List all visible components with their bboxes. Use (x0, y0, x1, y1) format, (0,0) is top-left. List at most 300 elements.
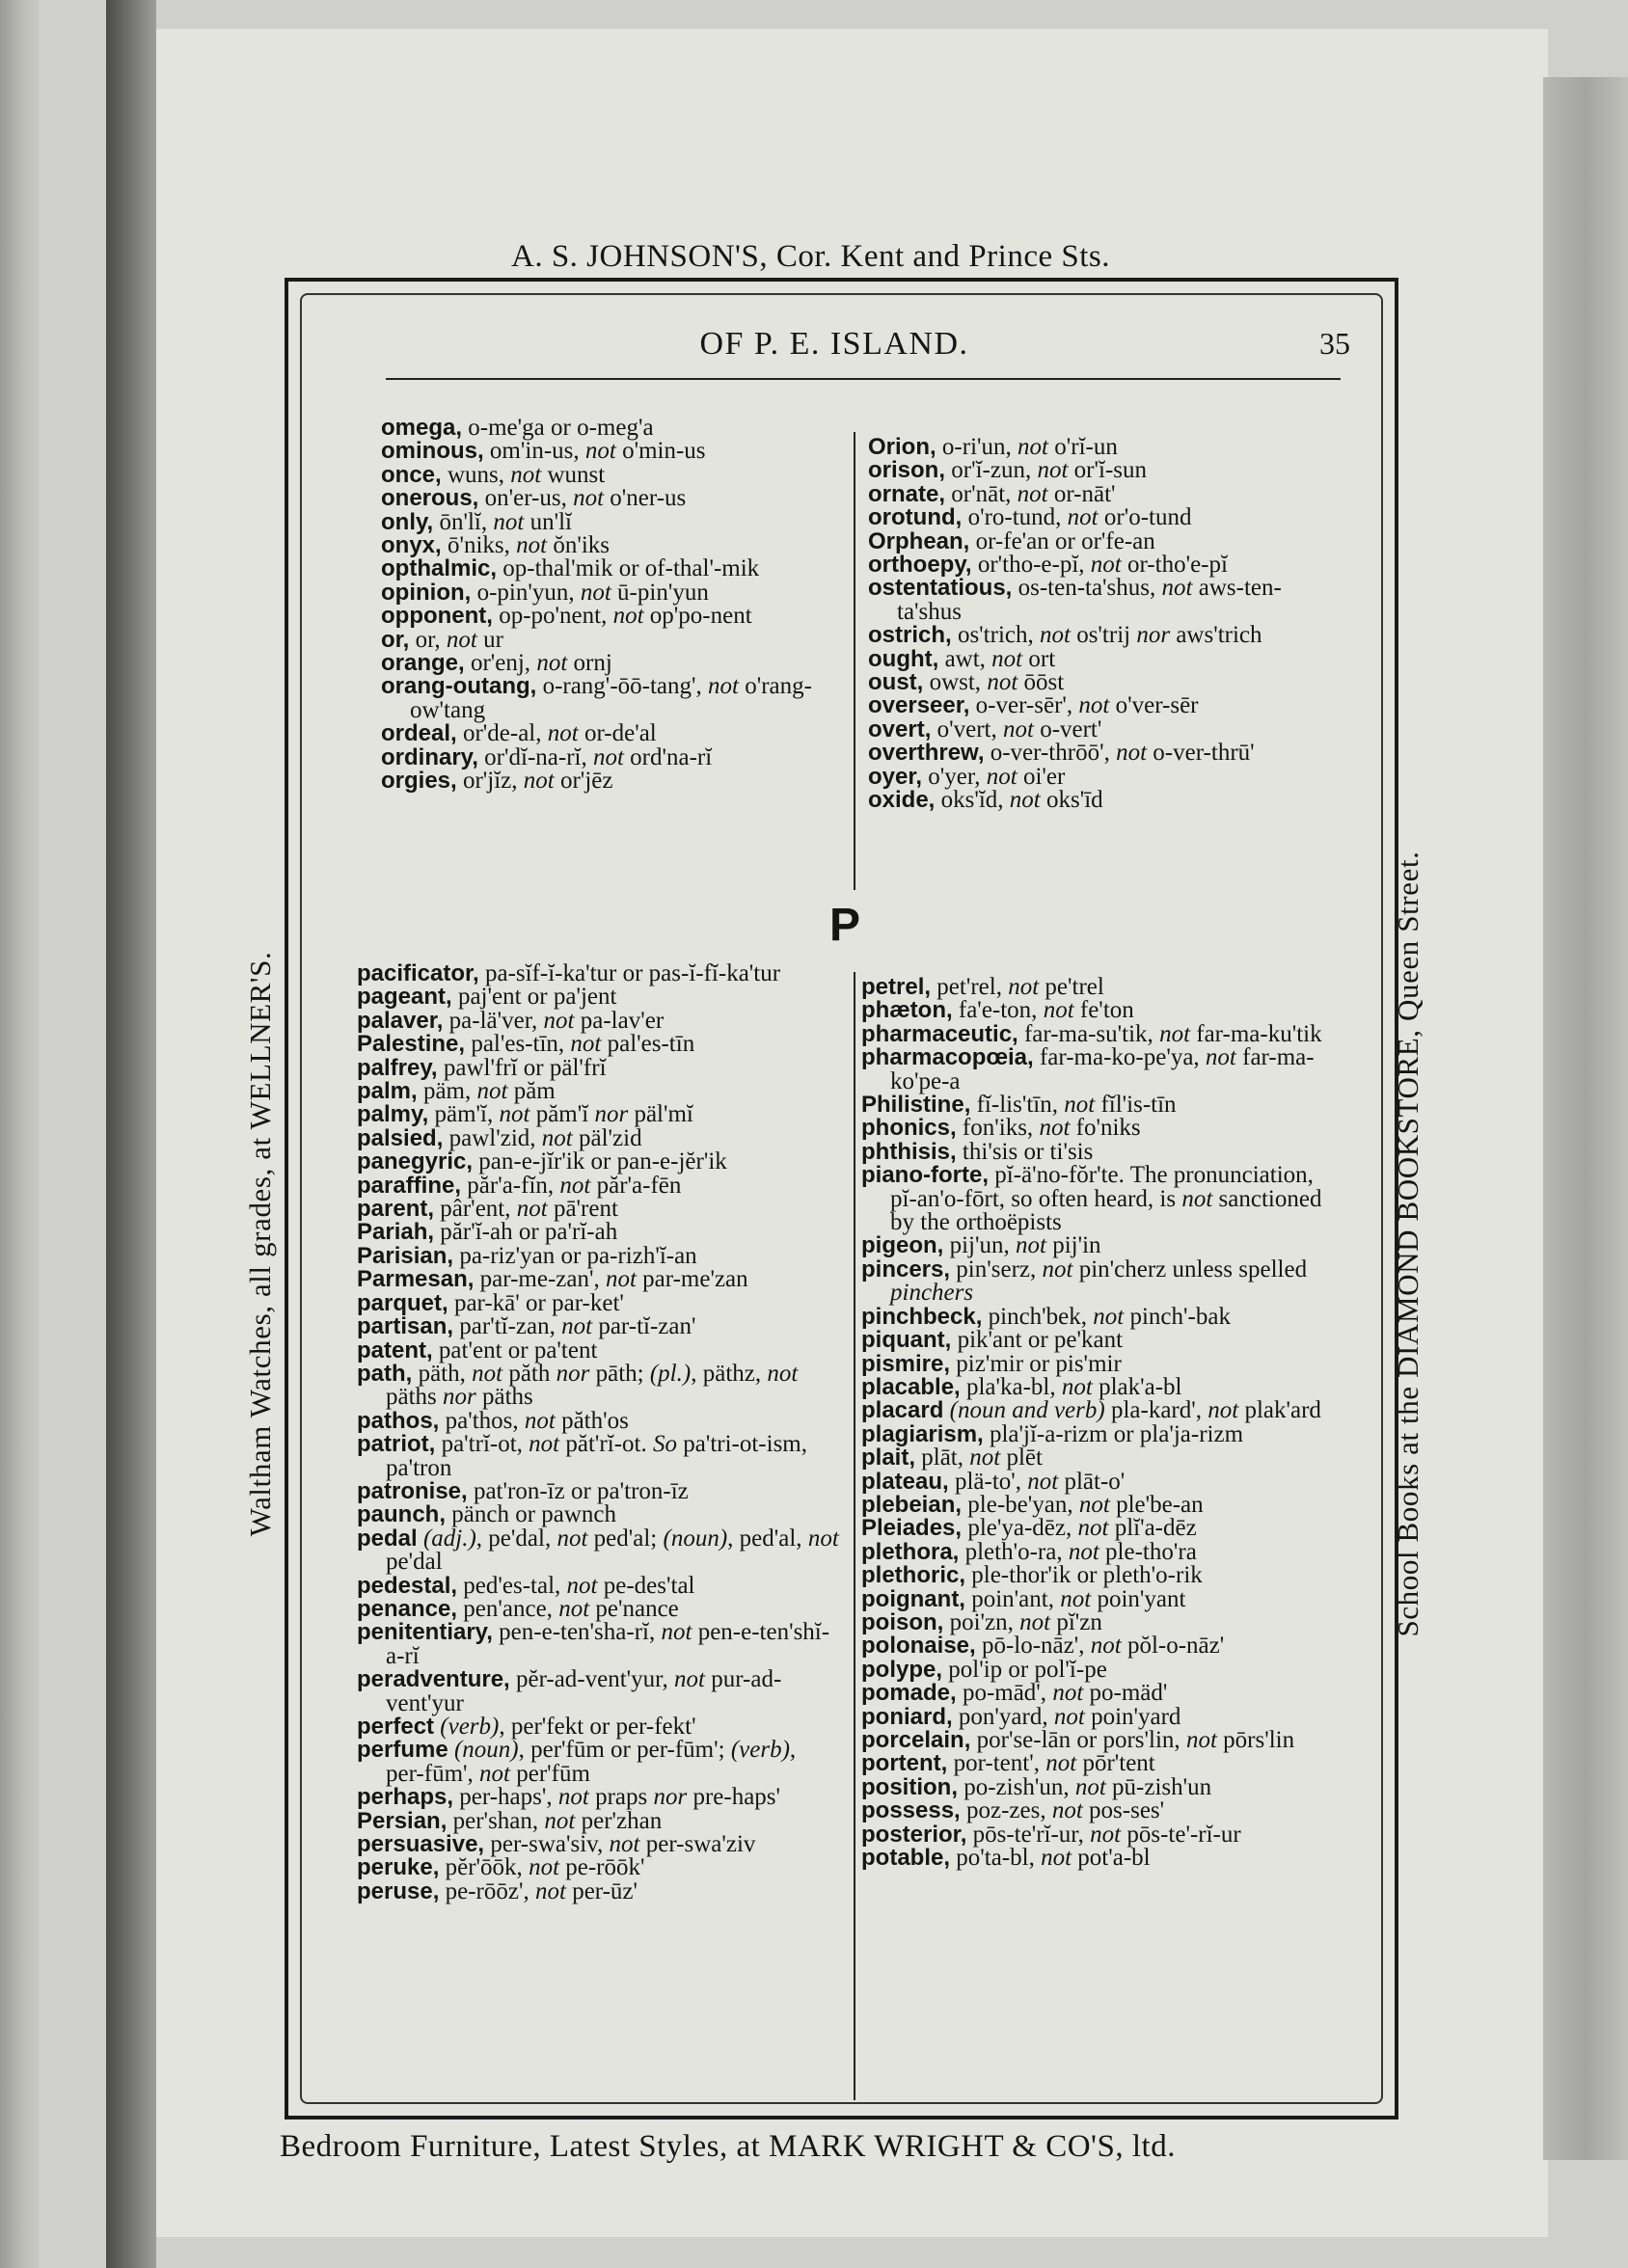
right-advertisement: School Books at the DIAMOND BOOKSTORE, Queen Street. (1391, 850, 1424, 1637)
headword: penance, (357, 1595, 458, 1622)
headword: only, (381, 508, 434, 535)
header-rule (386, 378, 1341, 380)
pronunciation: pawl'frĭ or päl'frĭ (437, 1054, 607, 1081)
pronunciation: pal'es-tīn, not pal'es-tīn (465, 1031, 695, 1058)
headword: Philistine, (861, 1092, 971, 1119)
dictionary-entry (381, 626, 844, 653)
pronunciation: pla'jĭ-a-rizm or pla'ja-rizm (983, 1420, 1244, 1447)
pronunciation: awt, not ort (938, 645, 1056, 672)
pronunciation: oks'ĭd, not oks'īd (935, 787, 1103, 814)
headword: overt, (868, 716, 932, 742)
dictionary-entry (357, 1360, 839, 1411)
pronunciation: pla'ka-bl, not plak'a-bl (960, 1373, 1182, 1400)
pronunciation: päm'ĭ, not păm'ĭ nor päl'mĭ (428, 1101, 693, 1128)
pronunciation: (noun and verb) pla-kard', not plak'ard (949, 1397, 1321, 1424)
dictionary-entry (357, 1786, 839, 1809)
pronunciation: or'nāt, not or-nāt' (945, 480, 1116, 507)
headword: orang-outang, (381, 673, 537, 700)
dictionary-entry (357, 1856, 839, 1879)
pronunciation: (adj.), pe'dal, not ped'al; (noun), ped'al, not pe'dal (386, 1525, 839, 1576)
dictionary-entry (861, 1020, 1336, 1047)
headword: orotund, (868, 504, 963, 531)
dictionary-entry (357, 1198, 839, 1221)
headword: patriot, (357, 1431, 436, 1458)
pronunciation: fon'iks, not fo'niks (956, 1115, 1141, 1142)
headword: patronise, (357, 1477, 468, 1504)
headword: Orion, (868, 434, 936, 460)
headword: phonics, (861, 1115, 957, 1142)
dictionary-entry (861, 1564, 1336, 1587)
dictionary-entry (861, 976, 1336, 999)
headword: palm, (357, 1078, 418, 1105)
headword: path, (357, 1360, 413, 1387)
headword: ought, (868, 645, 939, 672)
dictionary-entry (381, 675, 844, 722)
dictionary-entry (357, 1150, 839, 1174)
pronunciation: or'jĭz, not or'jēz (456, 768, 613, 795)
p-entries-left-column (357, 962, 839, 1904)
dictionary-entry (868, 480, 1336, 507)
headword: plebeian, (861, 1491, 963, 1518)
book-gutter (106, 0, 156, 2268)
pronunciation: pan-e-jĭr'ik or pan-e-jĕr'ik (473, 1148, 727, 1175)
headword: plait, (861, 1444, 916, 1472)
headword: ominous, (381, 438, 484, 465)
headword: Parmesan, (357, 1266, 475, 1293)
headword: pismire, (861, 1350, 951, 1377)
dictionary-entry (357, 1527, 839, 1575)
dictionary-entry (861, 999, 1336, 1022)
dictionary-entry (381, 581, 844, 605)
pronunciation: ped'es-tal, not pe-des'tal (457, 1572, 695, 1599)
headword: porcelain, (861, 1727, 971, 1753)
page-number: 35 (1319, 326, 1350, 361)
pronunciation: o-pin'yun, not ū-pin'yun (471, 579, 709, 606)
headword: parquet, (357, 1289, 448, 1316)
dictionary-entry (381, 461, 844, 488)
headword: penitentiary, (357, 1619, 493, 1646)
headword: ordeal, (381, 720, 457, 747)
headword: orgies, (381, 768, 457, 795)
pronunciation: ple-thor'ik or pleth'o-rik (965, 1562, 1203, 1589)
headword: pedal (357, 1525, 418, 1552)
headword: overthrew, (868, 740, 985, 767)
pronunciation: ō'niks, not ŏn'iks (441, 532, 610, 559)
pronunciation: par-me-zan', not par-me'zan (474, 1266, 748, 1293)
dictionary-entry (861, 1164, 1336, 1234)
dictionary-entry (381, 417, 844, 440)
dictionary-entry (861, 1399, 1336, 1422)
headword: piano-forte, (861, 1162, 989, 1189)
headword: Palestine, (357, 1031, 466, 1058)
pronunciation: pawl'zid, not päl'zid (443, 1124, 642, 1151)
dictionary-entry (861, 1634, 1336, 1658)
pronunciation: pĕr'ōōk, not pe-rōōk' (439, 1854, 645, 1881)
dictionary-entry (868, 624, 1336, 647)
dictionary-entry (861, 1538, 1336, 1565)
headword: pathos, (357, 1407, 440, 1434)
pronunciation: pa-lä'ver, not pa-lav'er (443, 1007, 665, 1034)
pronunciation: poin'ant, not poin'yant (964, 1585, 1186, 1612)
dictionary-entry (868, 671, 1336, 694)
headword: phthisis, (861, 1138, 957, 1165)
headword: pigeon, (861, 1232, 944, 1259)
o-entries-left-column (381, 417, 844, 794)
headword: plethoric, (861, 1562, 966, 1589)
dictionary-entry (381, 605, 844, 628)
pronunciation: plāt, not plēt (915, 1444, 1043, 1472)
pronunciation: pat'ron-īz or pa'tron-īz (467, 1477, 689, 1504)
pronunciation: pol'ip or pol'ĭ-pe (942, 1656, 1107, 1683)
headword: phæton, (861, 997, 953, 1024)
pronunciation: om'in-us, not o'min-us (483, 438, 706, 465)
pronunciation: pĭ-ä'no-fŏr'te. The pronunciation, pĭ-an'o-fōrt, so often heard, is not sanctioned by the orthoëpists (890, 1162, 1322, 1236)
dictionary-entry (861, 1094, 1336, 1117)
pronunciation: or'dĭ-na-rĭ, not ord'na-rĭ (477, 743, 713, 770)
dictionary-entry (357, 1572, 839, 1599)
headword: ostrich, (868, 622, 952, 649)
scan-edge-right (1543, 77, 1628, 2160)
running-head (318, 326, 1350, 374)
headword: perfect (357, 1714, 435, 1740)
headword: portent, (861, 1750, 948, 1777)
dictionary-entry (357, 986, 839, 1009)
pronunciation: pik'ant or pe'kant (951, 1327, 1124, 1354)
dictionary-entry (861, 1773, 1336, 1800)
headword: poison, (861, 1608, 944, 1635)
headword: palaver, (357, 1007, 444, 1034)
pronunciation: or'enj, not ornj (464, 650, 612, 677)
pronunciation: owst, not ōōst (923, 669, 1065, 696)
pronunciation: pon'yard, not poin'yard (952, 1703, 1181, 1730)
pronunciation: ple'ya-dēz, not plĭ'a-dēz (962, 1515, 1197, 1542)
headword: posterior, (861, 1821, 967, 1848)
headword: parent, (357, 1196, 435, 1223)
pronunciation: op-po'nent, not op'po-nent (492, 603, 752, 630)
dictionary-entry (861, 1752, 1336, 1775)
dictionary-entry (861, 1138, 1336, 1165)
dictionary-entry (357, 1595, 839, 1622)
dictionary-entry (357, 1007, 839, 1034)
pronunciation: o'ro-tund, not or'o-tund (962, 504, 1192, 531)
pronunciation: op-thal'mik or of-thal'-mik (497, 555, 760, 582)
headword: pedestal, (357, 1572, 458, 1599)
pronunciation: pō-lo-nāz', not pŏl-o-nāz' (975, 1633, 1225, 1660)
dictionary-entry (861, 1303, 1336, 1330)
dictionary-entry (381, 557, 844, 580)
headword: possess, (861, 1797, 961, 1824)
pronunciation: pōs-te'rĭ-ur, not pōs-te'-rĭ-ur (966, 1821, 1241, 1848)
headword: oyer, (868, 763, 923, 790)
headword: plateau, (861, 1468, 949, 1495)
column-divider-p (854, 972, 855, 2100)
pronunciation: päth, not păth nor pāth; (pl.), päthz, not päths nor päths (386, 1360, 799, 1411)
dictionary-entry (861, 1046, 1336, 1094)
dictionary-entry (868, 554, 1336, 577)
dictionary-entry (357, 1807, 839, 1834)
headword: Parisian, (357, 1242, 454, 1269)
pronunciation: par-kā' or par-ket' (448, 1289, 624, 1316)
dictionary-entry (357, 1739, 839, 1786)
headword: plagiarism, (861, 1420, 984, 1447)
pronunciation: o-ver-thrōō', not o-ver-thrū' (984, 740, 1255, 767)
pronunciation: far-ma-ko-pe'ya, not far-ma-ko'pe-a (890, 1044, 1315, 1094)
pronunciation: päm, not păm (417, 1078, 556, 1105)
pronunciation: fĭ-lis'tīn, not fĭl'is-tīn (970, 1092, 1177, 1119)
dictionary-entry (357, 1054, 839, 1081)
pronunciation: pin'serz, not pin'cherz unless spelled pinchers (890, 1256, 1308, 1307)
dictionary-entry (868, 742, 1336, 765)
dictionary-entry (868, 577, 1336, 624)
headword: palsied, (357, 1124, 444, 1151)
dictionary-entry (357, 1833, 839, 1856)
dictionary-entry (381, 743, 844, 770)
pronunciation: pe-rōōz', not per-ūz' (439, 1877, 638, 1904)
dictionary-entry (868, 694, 1336, 717)
dictionary-entry (868, 436, 1336, 459)
section-letter-p: P (829, 900, 861, 951)
dictionary-entry (357, 1221, 839, 1244)
pronunciation: por-tent', not pōr'tent (947, 1750, 1155, 1777)
pronunciation: os'trich, not os'trij nor aws'trich (951, 622, 1262, 649)
pronunciation: per'shan, not per'zhan (447, 1807, 663, 1834)
pronunciation: far-ma-su'tik, not far-ma-ku'tik (1018, 1020, 1322, 1047)
headword: pharmaceutic, (861, 1020, 1018, 1047)
pronunciation: o'vert, not o-vert' (931, 716, 1102, 742)
headword: patent, (357, 1336, 433, 1364)
headword: plethora, (861, 1538, 960, 1565)
pronunciation: păr'ĭ-ah or pa'rĭ-ah (434, 1219, 618, 1246)
dictionary-entry (381, 770, 844, 793)
headword: orthoepy, (868, 552, 972, 579)
pronunciation: (noun), per'fūm or per-fūm'; (verb), per-fūm', not per'fūm (386, 1737, 797, 1787)
headword: opponent, (381, 603, 493, 630)
dictionary-entry (861, 1420, 1336, 1447)
pronunciation: pa'thos, not păth'os (439, 1407, 629, 1434)
headword: polonaise, (861, 1633, 976, 1660)
headword: Persian, (357, 1807, 448, 1834)
dictionary-entry (357, 1621, 839, 1668)
left-advertisement: Waltham Watches, all grades, at WELLNER'S. (243, 951, 277, 1537)
pronunciation: piz'mir or pis'mir (950, 1350, 1122, 1377)
pronunciation: os-ten-ta'shus, not aws-ten-ta'shus (897, 575, 1282, 625)
pronunciation: pen-e-ten'sha-rĭ, not pen-e-ten'shĭ-a-rĭ (386, 1619, 830, 1669)
pronunciation: pa'trĭ-ot, not păt'rĭ-ot. So pa'tri-ot-ism, pa'tron (386, 1431, 808, 1481)
headword: poniard, (861, 1703, 953, 1730)
pronunciation: păr'a-fĭn, not păr'a-fēn (461, 1172, 682, 1199)
pronunciation: o-ver-sēr', not o'ver-sēr (969, 692, 1199, 719)
headword: petrel, (861, 974, 932, 1000)
dictionary-entry (357, 1315, 839, 1338)
dictionary-entry (357, 962, 839, 986)
scan-edge-left (0, 0, 39, 2268)
column-divider-o (854, 432, 855, 890)
dictionary-entry (861, 1468, 1336, 1495)
running-head-title: OF P. E. ISLAND. (699, 326, 969, 362)
dictionary-entry (357, 1080, 839, 1103)
dictionary-entry (868, 789, 1336, 812)
headword: placable, (861, 1373, 961, 1400)
pronunciation: pĕr-ad-vent'yur, not pur-ad-vent'yur (386, 1666, 782, 1716)
dictionary-entry (357, 1433, 839, 1480)
dictionary-entry (357, 1289, 839, 1316)
headword: pinchbeck, (861, 1303, 983, 1330)
dictionary-entry (357, 1242, 839, 1269)
headword: position, (861, 1773, 958, 1800)
pronunciation: o-rang'-ōō-tang', not o'rang-ow'tang (410, 673, 812, 723)
pronunciation: or'ĭ-zun, not or'ĭ-sun (945, 457, 1148, 484)
pronunciation: or-fe'an or or'fe-an (969, 527, 1155, 554)
headword: onyx, (381, 532, 442, 559)
headword: ordinary, (381, 743, 478, 770)
dictionary-entry (861, 1117, 1336, 1140)
pronunciation: o-me'ga or o-meg'a (462, 415, 654, 441)
o-entries-right-column (868, 436, 1336, 813)
pronunciation: plä-to', not plāt-o' (948, 1468, 1126, 1495)
headword: Orphean, (868, 527, 970, 554)
headword: ornate, (868, 480, 946, 507)
dictionary-entry (861, 1258, 1336, 1306)
dictionary-entry (868, 527, 1336, 554)
p-entries-right-column (861, 976, 1336, 1870)
pronunciation: ple-be'yan, not ple'be-an (962, 1491, 1204, 1518)
pronunciation: (verb), per'fekt or per-fekt' (440, 1714, 696, 1740)
pronunciation: per-swa'siv, not per-swa'ziv (484, 1831, 756, 1858)
pronunciation: o-ri'un, not o'rĭ-un (936, 434, 1118, 460)
headword: pomade, (861, 1680, 957, 1707)
dictionary-entry (861, 1350, 1336, 1377)
pronunciation: pa-sĭf-ĭ-ka'tur or pas-ĭ-fĭ-ka'tur (478, 960, 781, 986)
headword: panegyric, (357, 1148, 474, 1175)
pronunciation: thi'sis or ti'sis (956, 1138, 1094, 1165)
dictionary-entry (861, 1682, 1336, 1705)
bottom-advertisement: Bedroom Furniture, Latest Styles, at MARK WRIGHT & CO'S, ltd. (280, 2129, 1176, 2164)
dictionary-entry (861, 1491, 1336, 1518)
headword: onerous, (381, 485, 479, 512)
dictionary-entry (357, 1503, 839, 1526)
pronunciation: po-zish'un, not pū-zish'un (957, 1773, 1212, 1800)
pronunciation: pa-riz'yan or pa-rizh'ĭ-an (453, 1242, 697, 1269)
dictionary-entry (357, 1103, 839, 1126)
dictionary-entry (357, 1268, 839, 1291)
dictionary-entry (861, 1799, 1336, 1822)
headword: partisan, (357, 1313, 454, 1340)
dictionary-entry (357, 1033, 839, 1056)
dictionary-entry (861, 1823, 1336, 1847)
dictionary-entry (861, 1585, 1336, 1612)
dictionary-entry (381, 487, 844, 510)
top-advertisement: A. S. JOHNSON'S, Cor. Kent and Prince Sts. (511, 239, 1110, 274)
pronunciation: ōn'lĭ, not un'lĭ (433, 508, 572, 535)
dictionary-entry (861, 1729, 1336, 1752)
headword: pageant, (357, 984, 452, 1011)
headword: perhaps, (357, 1784, 454, 1811)
dictionary-entry (861, 1234, 1336, 1257)
headword: Pariah, (357, 1219, 435, 1246)
headword: omega, (381, 415, 463, 441)
pronunciation: pinch'bek, not pinch'-bak (982, 1303, 1231, 1330)
dictionary-entry (357, 1477, 839, 1504)
pronunciation: por'se-lān or pors'lin, not pōrs'lin (970, 1727, 1295, 1753)
headword: opthalmic, (381, 555, 498, 582)
headword: placard (861, 1397, 944, 1424)
headword: persuasive, (357, 1831, 485, 1858)
headword: peruke, (357, 1854, 440, 1881)
pronunciation: per-haps', not praps nor pre-haps' (453, 1784, 781, 1811)
dictionary-entry (381, 534, 844, 557)
pronunciation: or, not ur (409, 626, 503, 653)
dictionary-entry (357, 1668, 839, 1715)
pronunciation: pänch or pawnch (446, 1501, 617, 1528)
headword: paunch, (357, 1501, 447, 1528)
headword: potable, (861, 1845, 951, 1872)
dictionary-entry (381, 652, 844, 675)
dictionary-entry (868, 506, 1336, 529)
pronunciation: wuns, not wunst (441, 461, 606, 488)
dictionary-entry (861, 1517, 1336, 1540)
headword: ostentatious, (868, 575, 1013, 602)
headword: orison, (868, 457, 946, 484)
headword: or, (381, 626, 410, 653)
headword: paraffine, (357, 1172, 462, 1199)
pronunciation: or'de-al, not or-de'al (456, 720, 657, 747)
headword: pharmacopœia, (861, 1044, 1034, 1071)
pronunciation: fa'e-ton, not fe'ton (952, 997, 1134, 1024)
dictionary-entry (381, 440, 844, 463)
pronunciation: pen'ance, not pe'nance (457, 1595, 679, 1622)
headword: peradventure, (357, 1666, 510, 1693)
dictionary-entry (381, 722, 844, 745)
headword: Pleiades, (861, 1515, 963, 1542)
headword: pincers, (861, 1256, 951, 1282)
headword: perfume (357, 1737, 448, 1764)
dictionary-entry (357, 1124, 839, 1151)
headword: poignant, (861, 1585, 965, 1612)
dictionary-entry (868, 459, 1336, 482)
headword: oxide, (868, 787, 936, 814)
pronunciation: pat'ent or pa'tent (432, 1336, 598, 1364)
dictionary-entry (861, 1373, 1336, 1400)
pronunciation: or'tho-e-pĭ, not or-tho'e-pĭ (971, 552, 1228, 579)
headword: pacificator, (357, 960, 479, 986)
dictionary-entry (357, 1715, 839, 1739)
pronunciation: po-mād', not po-mäd' (956, 1680, 1168, 1707)
dictionary-entry (868, 763, 1336, 790)
dictionary-entry (868, 718, 1336, 742)
dictionary-entry (861, 1446, 1336, 1470)
pronunciation: pâr'ent, not pā'rent (434, 1196, 618, 1223)
dictionary-entry (357, 1877, 839, 1904)
dictionary-entry (357, 1174, 839, 1198)
headword: overseer, (868, 692, 970, 719)
headword: peruse, (357, 1877, 440, 1904)
headword: opinion, (381, 579, 472, 606)
dictionary-entry (381, 508, 844, 535)
dictionary-entry (861, 1329, 1336, 1352)
dictionary-entry (357, 1407, 839, 1434)
dictionary-entry (868, 645, 1336, 672)
headword: palfrey, (357, 1054, 438, 1081)
headword: piquant, (861, 1327, 952, 1354)
pronunciation: par'tĭ-zan, not par-tĭ-zan' (453, 1313, 696, 1340)
headword: polype, (861, 1656, 943, 1683)
headword: palmy, (357, 1101, 429, 1128)
headword: once, (381, 461, 442, 488)
dictionary-entry (861, 1656, 1336, 1683)
pronunciation: pij'un, not pij'in (943, 1232, 1101, 1259)
pronunciation: paj'ent or pa'jent (451, 984, 617, 1011)
pronunciation: pet'rel, not pe'trel (931, 974, 1104, 1000)
